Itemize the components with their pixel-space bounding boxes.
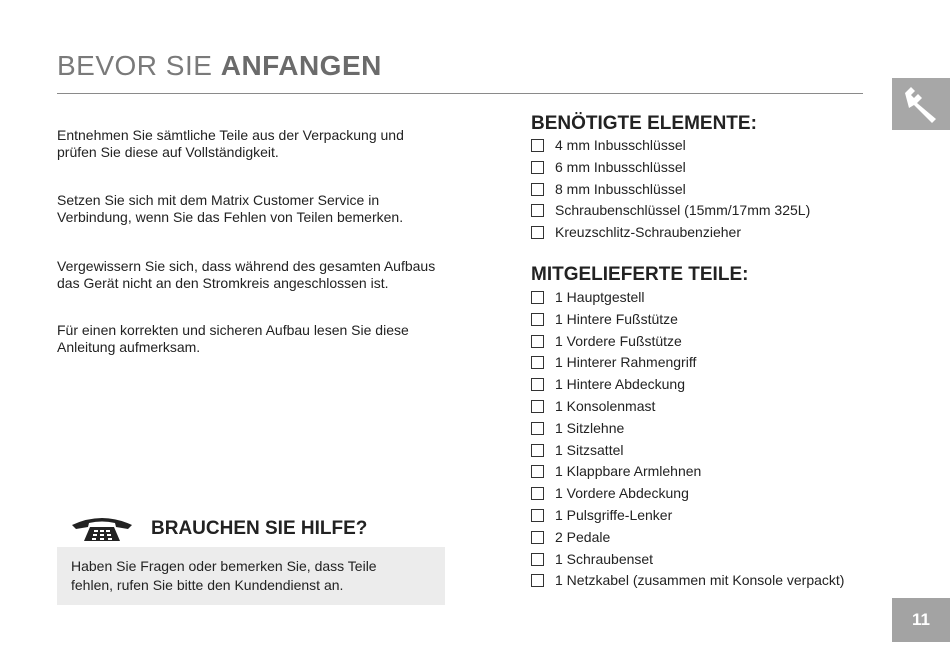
intro-paragraph [57, 322, 457, 356]
item-label: 1 Hauptgestell [555, 289, 645, 305]
item-label: 1 Hinterer Rahmengriff [555, 354, 697, 371]
checkbox[interactable] [531, 444, 544, 457]
checkbox[interactable] [531, 487, 544, 500]
text-line: Für einen korrekten und sicheren Aufbau lesen Sie diese [57, 322, 409, 338]
checkbox[interactable] [531, 378, 544, 391]
item-label: 1 Klappbare Armlehnen [555, 463, 702, 480]
item-label: 1 Pulsgriffe-Lenker [555, 506, 673, 523]
intro-paragraph [57, 192, 457, 226]
checkbox[interactable] [531, 139, 544, 152]
item-label: Schraubenschlüssel (15mm/17mm 325L) [555, 202, 811, 219]
checkbox[interactable] [531, 574, 544, 587]
item-label: 4 mm Inbusschlüssel [555, 137, 686, 153]
item-label: Kreuzschlitz-Schraubenzieher [555, 224, 741, 241]
item-label: 1 Sitzlehne [555, 419, 625, 436]
checkbox[interactable] [531, 509, 544, 522]
item-label: 1 Hintere Fußstütze [555, 310, 678, 327]
checkbox[interactable] [531, 531, 544, 544]
item-label: 1 Netzkabel (zusammen mit Konsole verpackt) [555, 572, 845, 589]
checkbox[interactable] [531, 400, 544, 413]
telephone-icon [70, 515, 134, 548]
text-line: Entnehmen Sie sämtliche Teile aus der Verpackung und [57, 127, 404, 143]
item-label: 2 Pedale [555, 528, 611, 545]
tool-tab [892, 78, 950, 130]
required-title: BENÖTIGTE ELEMENTE: [531, 113, 757, 134]
title-light: BEVOR SIE [57, 50, 213, 81]
checkbox[interactable] [531, 313, 544, 326]
checkbox[interactable] [531, 226, 544, 239]
title-bold: ANFANGEN [220, 50, 382, 81]
checkbox[interactable] [531, 356, 544, 369]
help-box [57, 547, 445, 605]
page-number: 11 [892, 598, 950, 642]
intro-paragraph [57, 127, 457, 161]
item-label: 1 Vordere Fußstütze [555, 332, 682, 349]
checkbox[interactable] [531, 291, 544, 304]
text-line: Anleitung aufmerksam. [57, 339, 201, 355]
item-label: 1 Konsolenmast [555, 397, 656, 414]
checkbox[interactable] [531, 553, 544, 566]
help-title: BRAUCHEN SIE HILFE? [151, 518, 368, 539]
text-line: Setzen Sie sich mit dem Matrix Customer Service in [57, 192, 380, 208]
help-text-line: Haben Sie Fragen oder bemerken Sie, dass Teile [71, 558, 377, 574]
item-label: 1 Schraubenset [555, 550, 654, 567]
text-line: Vergewissern Sie sich, dass während des gesamten Aufbaus [57, 258, 436, 274]
item-label: 1 Sitzsattel [555, 441, 624, 458]
text-line: Verbindung, wenn Sie das Fehlen von Teilen bemerken. [57, 209, 404, 225]
text-line: prüfen Sie diese auf Vollständigkeit. [57, 144, 279, 160]
item-label: 8 mm Inbusschlüssel [555, 180, 686, 197]
text-line: das Gerät nicht an den Stromkreis angeschlossen ist. [57, 275, 389, 291]
item-label: 1 Vordere Abdeckung [555, 485, 689, 502]
checkbox[interactable] [531, 204, 544, 217]
checkbox[interactable] [531, 335, 544, 348]
checkbox[interactable] [531, 422, 544, 435]
checkbox[interactable] [531, 465, 544, 478]
help-text-line: fehlen, rufen Sie bitte den Kundendienst an. [71, 577, 344, 593]
item-label: 1 Hintere Abdeckung [555, 376, 685, 393]
checkbox[interactable] [531, 183, 544, 196]
checkbox[interactable] [531, 161, 544, 174]
title-divider [57, 93, 863, 94]
included-title: MITGELIEFERTE TEILE: [531, 264, 749, 285]
wrench-icon [901, 84, 941, 124]
intro-paragraph [57, 258, 457, 292]
page-title [57, 50, 382, 82]
item-label: 6 mm Inbusschlüssel [555, 158, 686, 175]
